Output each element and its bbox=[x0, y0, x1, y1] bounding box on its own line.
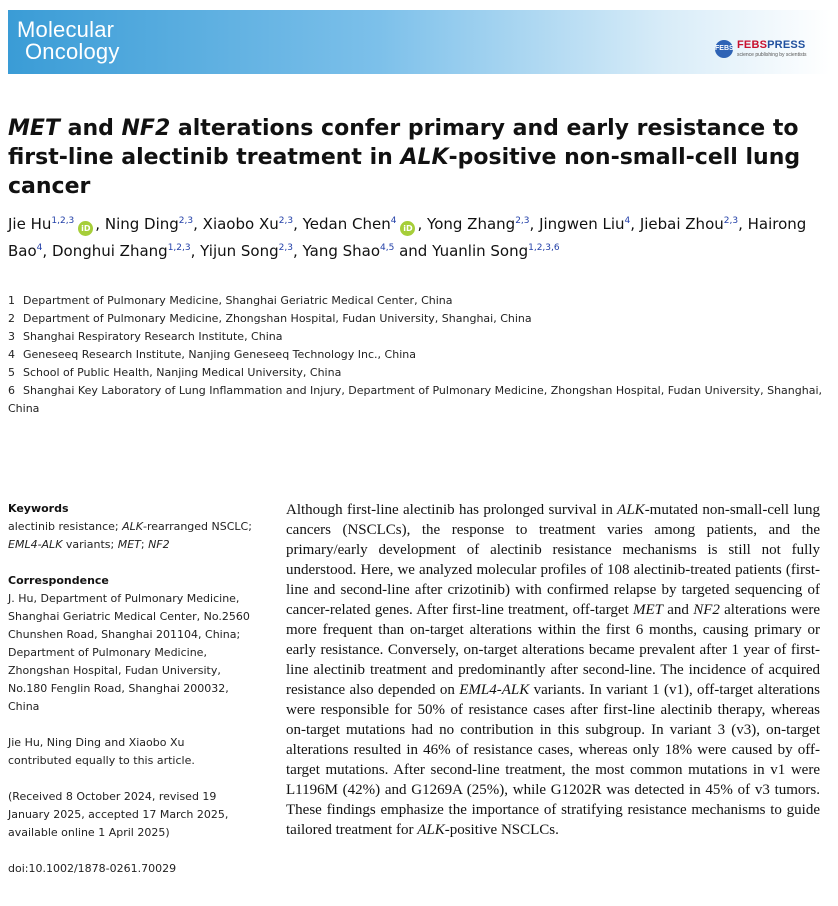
affiliation-item bbox=[8, 310, 828, 328]
author-list bbox=[8, 209, 828, 263]
febs-press-logo bbox=[715, 38, 827, 62]
correspondence-line: Chunshen Road, Shanghai 201104, China; bbox=[8, 628, 241, 641]
author-name: Yedan Chen bbox=[302, 215, 391, 233]
affiliation-text: Department of Pulmonary Medicine, Zhongshan Hospital, Fudan University, Shanghai, China bbox=[23, 312, 532, 325]
doi-link[interactable]: doi:10.1002/1878-0261.70029 bbox=[8, 862, 177, 875]
affiliation-number: 6 bbox=[8, 384, 15, 397]
affiliation-item bbox=[8, 292, 828, 310]
author-affiliation-sup: 4 bbox=[390, 216, 397, 226]
author bbox=[52, 242, 195, 260]
author bbox=[203, 215, 298, 233]
equal-contribution-note bbox=[8, 734, 270, 770]
author-separator: , bbox=[190, 242, 196, 260]
correspondence-line: J. Hu, Department of Pulmonary Medicine, bbox=[8, 592, 240, 605]
keywords-heading: Keywords bbox=[8, 502, 69, 515]
author-separator: , bbox=[193, 215, 198, 233]
author-name: Ning Ding bbox=[104, 215, 179, 233]
correspondence-line: Zhongshan Hospital, Fudan University, bbox=[8, 664, 221, 677]
affiliation-number: 2 bbox=[8, 312, 15, 325]
author-separator: , bbox=[630, 215, 636, 233]
author bbox=[303, 215, 423, 233]
author-affiliation-sup: 1,2,3 bbox=[51, 216, 75, 226]
correspondence-line: Department of Pulmonary Medicine, bbox=[8, 646, 207, 659]
author bbox=[427, 215, 534, 233]
author-affiliation-sup: 2,3 bbox=[178, 216, 194, 226]
author-name: Jie Hu bbox=[8, 215, 52, 233]
dates-line: available online 1 April 2025) bbox=[8, 826, 170, 839]
author-name: Yong Zhang bbox=[427, 215, 516, 233]
author-affiliation-sup: 4,5 bbox=[380, 243, 395, 253]
author bbox=[432, 242, 559, 260]
article-sidebar bbox=[8, 500, 270, 878]
orcid-icon[interactable]: iD bbox=[400, 221, 415, 236]
journal-name bbox=[17, 19, 120, 63]
febs-wordmark: FEBSPRESS bbox=[737, 39, 806, 51]
affiliation-number: 4 bbox=[8, 348, 15, 361]
author bbox=[105, 215, 198, 233]
author-affiliation-sup: 2,3 bbox=[278, 216, 294, 226]
author-name: Hairong Bao bbox=[8, 215, 807, 260]
author-name: Donghui Zhang bbox=[51, 242, 168, 260]
author bbox=[303, 242, 428, 260]
article-title: MET and NF2 alterations confer primary and early resistance to first-line alectinib treatment in ALK-positive non-small-cell lung cancer bbox=[8, 116, 801, 199]
author-separator: , bbox=[293, 215, 298, 233]
affiliation-item bbox=[8, 346, 828, 364]
author-separator: , bbox=[417, 215, 423, 233]
author-affiliation-sup: 1,2,3 bbox=[167, 243, 191, 253]
correspondence-line: No.180 Fenglin Road, Shanghai 200032, bbox=[8, 682, 229, 695]
orcid-icon[interactable]: iD bbox=[78, 221, 93, 236]
article-dates bbox=[8, 788, 270, 842]
keywords-text: alectinib resistance; ALK-rearranged NSCLC; EML4-ALK variants; MET; NF2 bbox=[8, 520, 252, 551]
affiliation-item bbox=[8, 382, 828, 418]
author-name: Jiebai Zhou bbox=[639, 215, 724, 233]
correspondence-text bbox=[8, 590, 270, 716]
correspondence-line: Shanghai Geriatric Medical Center, No.2560 bbox=[8, 610, 250, 623]
author bbox=[8, 215, 100, 233]
dates-line: (Received 8 October 2024, revised 19 bbox=[8, 790, 217, 803]
author bbox=[640, 215, 743, 233]
author-separator: , bbox=[738, 215, 743, 233]
affiliation-list bbox=[8, 292, 828, 418]
author-name: Yuanlin Song bbox=[432, 242, 529, 260]
author-separator: , bbox=[42, 242, 48, 260]
affiliation-item bbox=[8, 328, 828, 346]
author-name: Yang Shao bbox=[302, 242, 381, 260]
affiliation-number: 3 bbox=[8, 330, 15, 343]
author-separator: , bbox=[292, 242, 298, 260]
author-separator: , bbox=[529, 215, 535, 233]
journal-banner bbox=[8, 10, 830, 74]
author-name: Xiaobo Xu bbox=[202, 215, 279, 233]
affiliation-text: Shanghai Respiratory Research Institute, China bbox=[23, 330, 283, 343]
affiliation-text: Geneseeq Research Institute, Nanjing Geneseeq Technology Inc., China bbox=[23, 348, 416, 361]
abstract-text: Although first-line alectinib has prolonged survival in ALK-mutated non-small-cell lung cancers (NSCLCs), the response to treatment varies among patients, and the primary/early development of alectinib resistance mechanisms is still not fully understood. Here, we analyzed molecular profiles of 108 alectinib-treated patients (first-line and second-line after crizotinib) with confirmed relapse by targeted sequencing of cancer-related genes. After first-line treatment, off-target MET and NF2 alterations were more frequent than on-target alterations within the first 6 months, causing primary or early resistance. Conversely, on-target alterations became prevalent after 1 year of first-line alectinib treatment and predominantly after second-line. The incidence of acquired resistance also depended on EML4-ALK variants. In variant 1 (v1), off-target alterations were responsible for 50% of resistance cases after first-line alectinib therapy, whereas on-target mutations had no contribution in this subgroup. In variant 3 (v3), on-target alterations resulted in 46% of resistance cases, whereas only 18% were caused by off-target mutations. After second-line treatment, the most common mutations in v1 were L1196M (42%) and G1269A (25%), while G1202R was detected in 45% of v3 tumors. These findings emphasize the importance of stratifying resistance mechanisms to guide tailored treatment for ALK-positive NSCLCs. bbox=[286, 502, 820, 838]
contribution-line: contributed equally to this article. bbox=[8, 754, 195, 767]
affiliation-number: 5 bbox=[8, 366, 15, 379]
author-separator: , bbox=[95, 215, 101, 233]
author bbox=[539, 215, 635, 233]
affiliation-text: Department of Pulmonary Medicine, Shanghai Geriatric Medical Center, China bbox=[23, 294, 453, 307]
author-affiliation-sup: 4 bbox=[36, 243, 43, 253]
author-affiliation-sup: 4 bbox=[624, 216, 631, 226]
author-affiliation-sup: 1,2,3,6 bbox=[528, 243, 560, 253]
author-name: Jingwen Liu bbox=[539, 215, 625, 233]
author-separator: and bbox=[394, 242, 428, 260]
journal-name-line2: Oncology bbox=[25, 39, 120, 64]
author-affiliation-sup: 2,3 bbox=[515, 216, 530, 226]
correspondence-line: China bbox=[8, 700, 40, 713]
author-affiliation-sup: 2,3 bbox=[723, 216, 739, 226]
author bbox=[200, 242, 298, 260]
affiliation-item bbox=[8, 364, 828, 382]
febs-tagline: science publishing by scientists bbox=[737, 52, 807, 58]
dates-line: January 2025, accepted 17 March 2025, bbox=[8, 808, 229, 821]
author-name: Yijun Song bbox=[200, 242, 279, 260]
affiliation-text: School of Public Health, Nanjing Medical University, China bbox=[23, 366, 342, 379]
affiliation-number: 1 bbox=[8, 294, 15, 307]
journal-name-line1: Molecular bbox=[17, 17, 115, 42]
febs-circle-icon: FEBS bbox=[715, 40, 733, 58]
contribution-line: Jie Hu, Ning Ding and Xiaobo Xu bbox=[8, 736, 185, 749]
affiliation-text: Shanghai Key Laboratory of Lung Inflammation and Injury, Department of Pulmonary Medicine, Zhongshan Hospital, Fudan University, Shanghai, China bbox=[8, 384, 823, 415]
correspondence-heading: Correspondence bbox=[8, 574, 109, 587]
author-affiliation-sup: 2,3 bbox=[278, 243, 293, 253]
